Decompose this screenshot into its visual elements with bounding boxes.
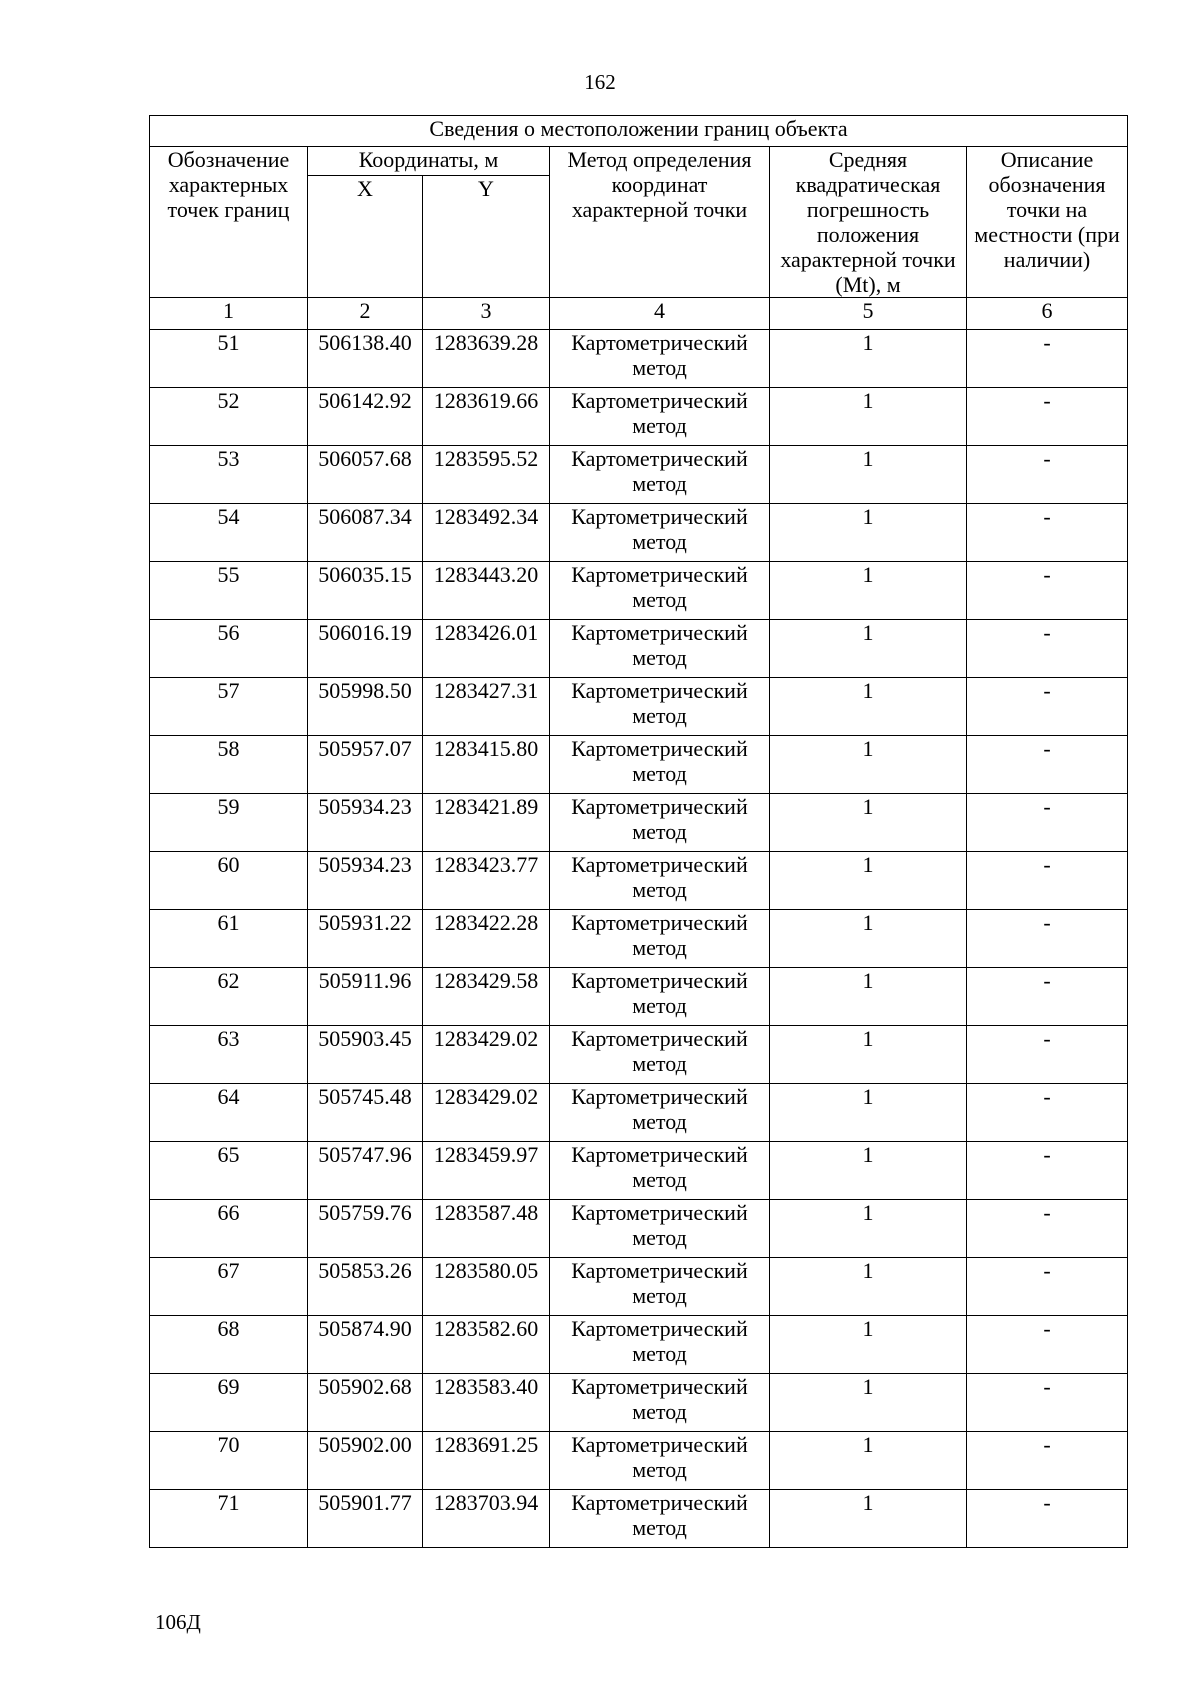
y-coordinate-cell: 1283429.02	[423, 1084, 550, 1142]
table-row	[150, 1084, 1128, 1142]
point-cell: 53	[150, 446, 308, 504]
mean-error-cell: 1	[770, 852, 967, 910]
y-coordinate-cell: 1283492.34	[423, 504, 550, 562]
y-coordinate-cell: 1283429.58	[423, 968, 550, 1026]
mean-error-cell: 1	[770, 620, 967, 678]
mean-error-cell: 1	[770, 1142, 967, 1200]
y-coordinate-cell: 1283595.52	[423, 446, 550, 504]
y-coordinate-cell: 1283619.66	[423, 388, 550, 446]
point-cell: 69	[150, 1374, 308, 1432]
method-cell: Картометрический метод	[550, 1490, 770, 1548]
point-cell: 63	[150, 1026, 308, 1084]
description-cell: -	[967, 1432, 1128, 1490]
x-coordinate-cell: 505903.45	[308, 1026, 423, 1084]
description-cell: -	[967, 1490, 1128, 1548]
table-row	[150, 852, 1128, 910]
method-cell: Картометрический метод	[550, 910, 770, 968]
mean-error-cell: 1	[770, 1084, 967, 1142]
table-row	[150, 446, 1128, 504]
mean-error-cell: 1	[770, 794, 967, 852]
header-point-designation: Обозначение характерных точек границ	[150, 147, 308, 298]
table-row	[150, 388, 1128, 446]
description-cell: -	[967, 678, 1128, 736]
method-cell: Картометрический метод	[550, 1316, 770, 1374]
point-cell: 71	[150, 1490, 308, 1548]
x-coordinate-cell: 505853.26	[308, 1258, 423, 1316]
mean-error-cell: 1	[770, 562, 967, 620]
y-coordinate-cell: 1283703.94	[423, 1490, 550, 1548]
description-cell: -	[967, 736, 1128, 794]
table-row	[150, 1432, 1128, 1490]
x-coordinate-cell: 505874.90	[308, 1316, 423, 1374]
table-title: Сведения о местоположении границ объекта	[150, 116, 1128, 147]
description-cell: -	[967, 562, 1128, 620]
column-number: 1	[150, 298, 308, 330]
mean-error-cell: 1	[770, 678, 967, 736]
description-cell: -	[967, 968, 1128, 1026]
header-method: Метод определения координат характерной точки	[550, 147, 770, 298]
mean-error-cell: 1	[770, 1316, 967, 1374]
table-row	[150, 1026, 1128, 1084]
column-number: 2	[308, 298, 423, 330]
y-coordinate-cell: 1283421.89	[423, 794, 550, 852]
table-row	[150, 910, 1128, 968]
point-cell: 61	[150, 910, 308, 968]
table-title-row	[150, 116, 1128, 147]
mean-error-cell: 1	[770, 504, 967, 562]
description-cell: -	[967, 388, 1128, 446]
x-coordinate-cell: 505745.48	[308, 1084, 423, 1142]
header-x: X	[308, 176, 423, 298]
column-number: 6	[967, 298, 1128, 330]
y-coordinate-cell: 1283422.28	[423, 910, 550, 968]
point-cell: 56	[150, 620, 308, 678]
description-cell: -	[967, 620, 1128, 678]
y-coordinate-cell: 1283587.48	[423, 1200, 550, 1258]
x-coordinate-cell: 505934.23	[308, 852, 423, 910]
point-cell: 62	[150, 968, 308, 1026]
point-cell: 66	[150, 1200, 308, 1258]
x-coordinate-cell: 505957.07	[308, 736, 423, 794]
table-row	[150, 504, 1128, 562]
mean-error-cell: 1	[770, 1026, 967, 1084]
column-number-row	[150, 298, 1128, 330]
x-coordinate-cell: 506087.34	[308, 504, 423, 562]
y-coordinate-cell: 1283426.01	[423, 620, 550, 678]
table-row	[150, 1316, 1128, 1374]
description-cell: -	[967, 852, 1128, 910]
table-row	[150, 1258, 1128, 1316]
point-cell: 51	[150, 330, 308, 388]
point-cell: 59	[150, 794, 308, 852]
table-row	[150, 794, 1128, 852]
x-coordinate-cell: 505747.96	[308, 1142, 423, 1200]
point-cell: 65	[150, 1142, 308, 1200]
x-coordinate-cell: 505902.68	[308, 1374, 423, 1432]
description-cell: -	[967, 910, 1128, 968]
column-number: 3	[423, 298, 550, 330]
x-coordinate-cell: 505931.22	[308, 910, 423, 968]
column-number: 4	[550, 298, 770, 330]
x-coordinate-cell: 506138.40	[308, 330, 423, 388]
description-cell: -	[967, 1316, 1128, 1374]
method-cell: Картометрический метод	[550, 1432, 770, 1490]
table-row	[150, 1142, 1128, 1200]
description-cell: -	[967, 1026, 1128, 1084]
x-coordinate-cell: 506035.15	[308, 562, 423, 620]
x-coordinate-cell: 505759.76	[308, 1200, 423, 1258]
method-cell: Картометрический метод	[550, 852, 770, 910]
point-cell: 54	[150, 504, 308, 562]
document-code: 106Д	[155, 1610, 201, 1634]
y-coordinate-cell: 1283427.31	[423, 678, 550, 736]
method-cell: Картометрический метод	[550, 330, 770, 388]
x-coordinate-cell: 505998.50	[308, 678, 423, 736]
table-row	[150, 736, 1128, 794]
y-coordinate-cell: 1283423.77	[423, 852, 550, 910]
x-coordinate-cell: 505901.77	[308, 1490, 423, 1548]
header-y: Y	[423, 176, 550, 298]
point-cell: 67	[150, 1258, 308, 1316]
header-description: Описание обозначения точки на местности (при наличии)	[967, 147, 1128, 298]
method-cell: Картометрический метод	[550, 968, 770, 1026]
method-cell: Картометрический метод	[550, 1374, 770, 1432]
table-row	[150, 620, 1128, 678]
header-row	[150, 147, 1128, 176]
boundary-points-table	[149, 115, 1128, 1548]
method-cell: Картометрический метод	[550, 1142, 770, 1200]
mean-error-cell: 1	[770, 910, 967, 968]
point-cell: 64	[150, 1084, 308, 1142]
mean-error-cell: 1	[770, 1258, 967, 1316]
y-coordinate-cell: 1283580.05	[423, 1258, 550, 1316]
method-cell: Картометрический метод	[550, 620, 770, 678]
method-cell: Картометрический метод	[550, 794, 770, 852]
mean-error-cell: 1	[770, 736, 967, 794]
mean-error-cell: 1	[770, 1374, 967, 1432]
table-row	[150, 968, 1128, 1026]
mean-error-cell: 1	[770, 1490, 967, 1548]
header-mean-error: Средняя квадратическая погрешность положения характерной точки (Mt), м	[770, 147, 967, 298]
x-coordinate-cell: 506016.19	[308, 620, 423, 678]
description-cell: -	[967, 1374, 1128, 1432]
mean-error-cell: 1	[770, 388, 967, 446]
method-cell: Картометрический метод	[550, 504, 770, 562]
method-cell: Картометрический метод	[550, 446, 770, 504]
x-coordinate-cell: 505902.00	[308, 1432, 423, 1490]
method-cell: Картометрический метод	[550, 1084, 770, 1142]
description-cell: -	[967, 1258, 1128, 1316]
description-cell: -	[967, 446, 1128, 504]
table-row	[150, 1374, 1128, 1432]
y-coordinate-cell: 1283459.97	[423, 1142, 550, 1200]
description-cell: -	[967, 330, 1128, 388]
y-coordinate-cell: 1283583.40	[423, 1374, 550, 1432]
column-number: 5	[770, 298, 967, 330]
point-cell: 68	[150, 1316, 308, 1374]
x-coordinate-cell: 506142.92	[308, 388, 423, 446]
method-cell: Картометрический метод	[550, 1200, 770, 1258]
point-cell: 57	[150, 678, 308, 736]
method-cell: Картометрический метод	[550, 1026, 770, 1084]
description-cell: -	[967, 1200, 1128, 1258]
point-cell: 52	[150, 388, 308, 446]
point-cell: 70	[150, 1432, 308, 1490]
table-row	[150, 562, 1128, 620]
table-row	[150, 678, 1128, 736]
method-cell: Картометрический метод	[550, 678, 770, 736]
y-coordinate-cell: 1283691.25	[423, 1432, 550, 1490]
description-cell: -	[967, 794, 1128, 852]
mean-error-cell: 1	[770, 968, 967, 1026]
mean-error-cell: 1	[770, 1200, 967, 1258]
mean-error-cell: 1	[770, 446, 967, 504]
x-coordinate-cell: 505911.96	[308, 968, 423, 1026]
header-coordinates: Координаты, м	[308, 147, 550, 176]
description-cell: -	[967, 504, 1128, 562]
table-row	[150, 1490, 1128, 1548]
table-row	[150, 330, 1128, 388]
y-coordinate-cell: 1283582.60	[423, 1316, 550, 1374]
y-coordinate-cell: 1283443.20	[423, 562, 550, 620]
table-row	[150, 1200, 1128, 1258]
x-coordinate-cell: 505934.23	[308, 794, 423, 852]
mean-error-cell: 1	[770, 330, 967, 388]
y-coordinate-cell: 1283415.80	[423, 736, 550, 794]
description-cell: -	[967, 1084, 1128, 1142]
y-coordinate-cell: 1283429.02	[423, 1026, 550, 1084]
method-cell: Картометрический метод	[550, 562, 770, 620]
page-number: 162	[584, 70, 616, 94]
point-cell: 58	[150, 736, 308, 794]
y-coordinate-cell: 1283639.28	[423, 330, 550, 388]
description-cell: -	[967, 1142, 1128, 1200]
method-cell: Картометрический метод	[550, 736, 770, 794]
x-coordinate-cell: 506057.68	[308, 446, 423, 504]
point-cell: 55	[150, 562, 308, 620]
method-cell: Картометрический метод	[550, 388, 770, 446]
method-cell: Картометрический метод	[550, 1258, 770, 1316]
mean-error-cell: 1	[770, 1432, 967, 1490]
point-cell: 60	[150, 852, 308, 910]
